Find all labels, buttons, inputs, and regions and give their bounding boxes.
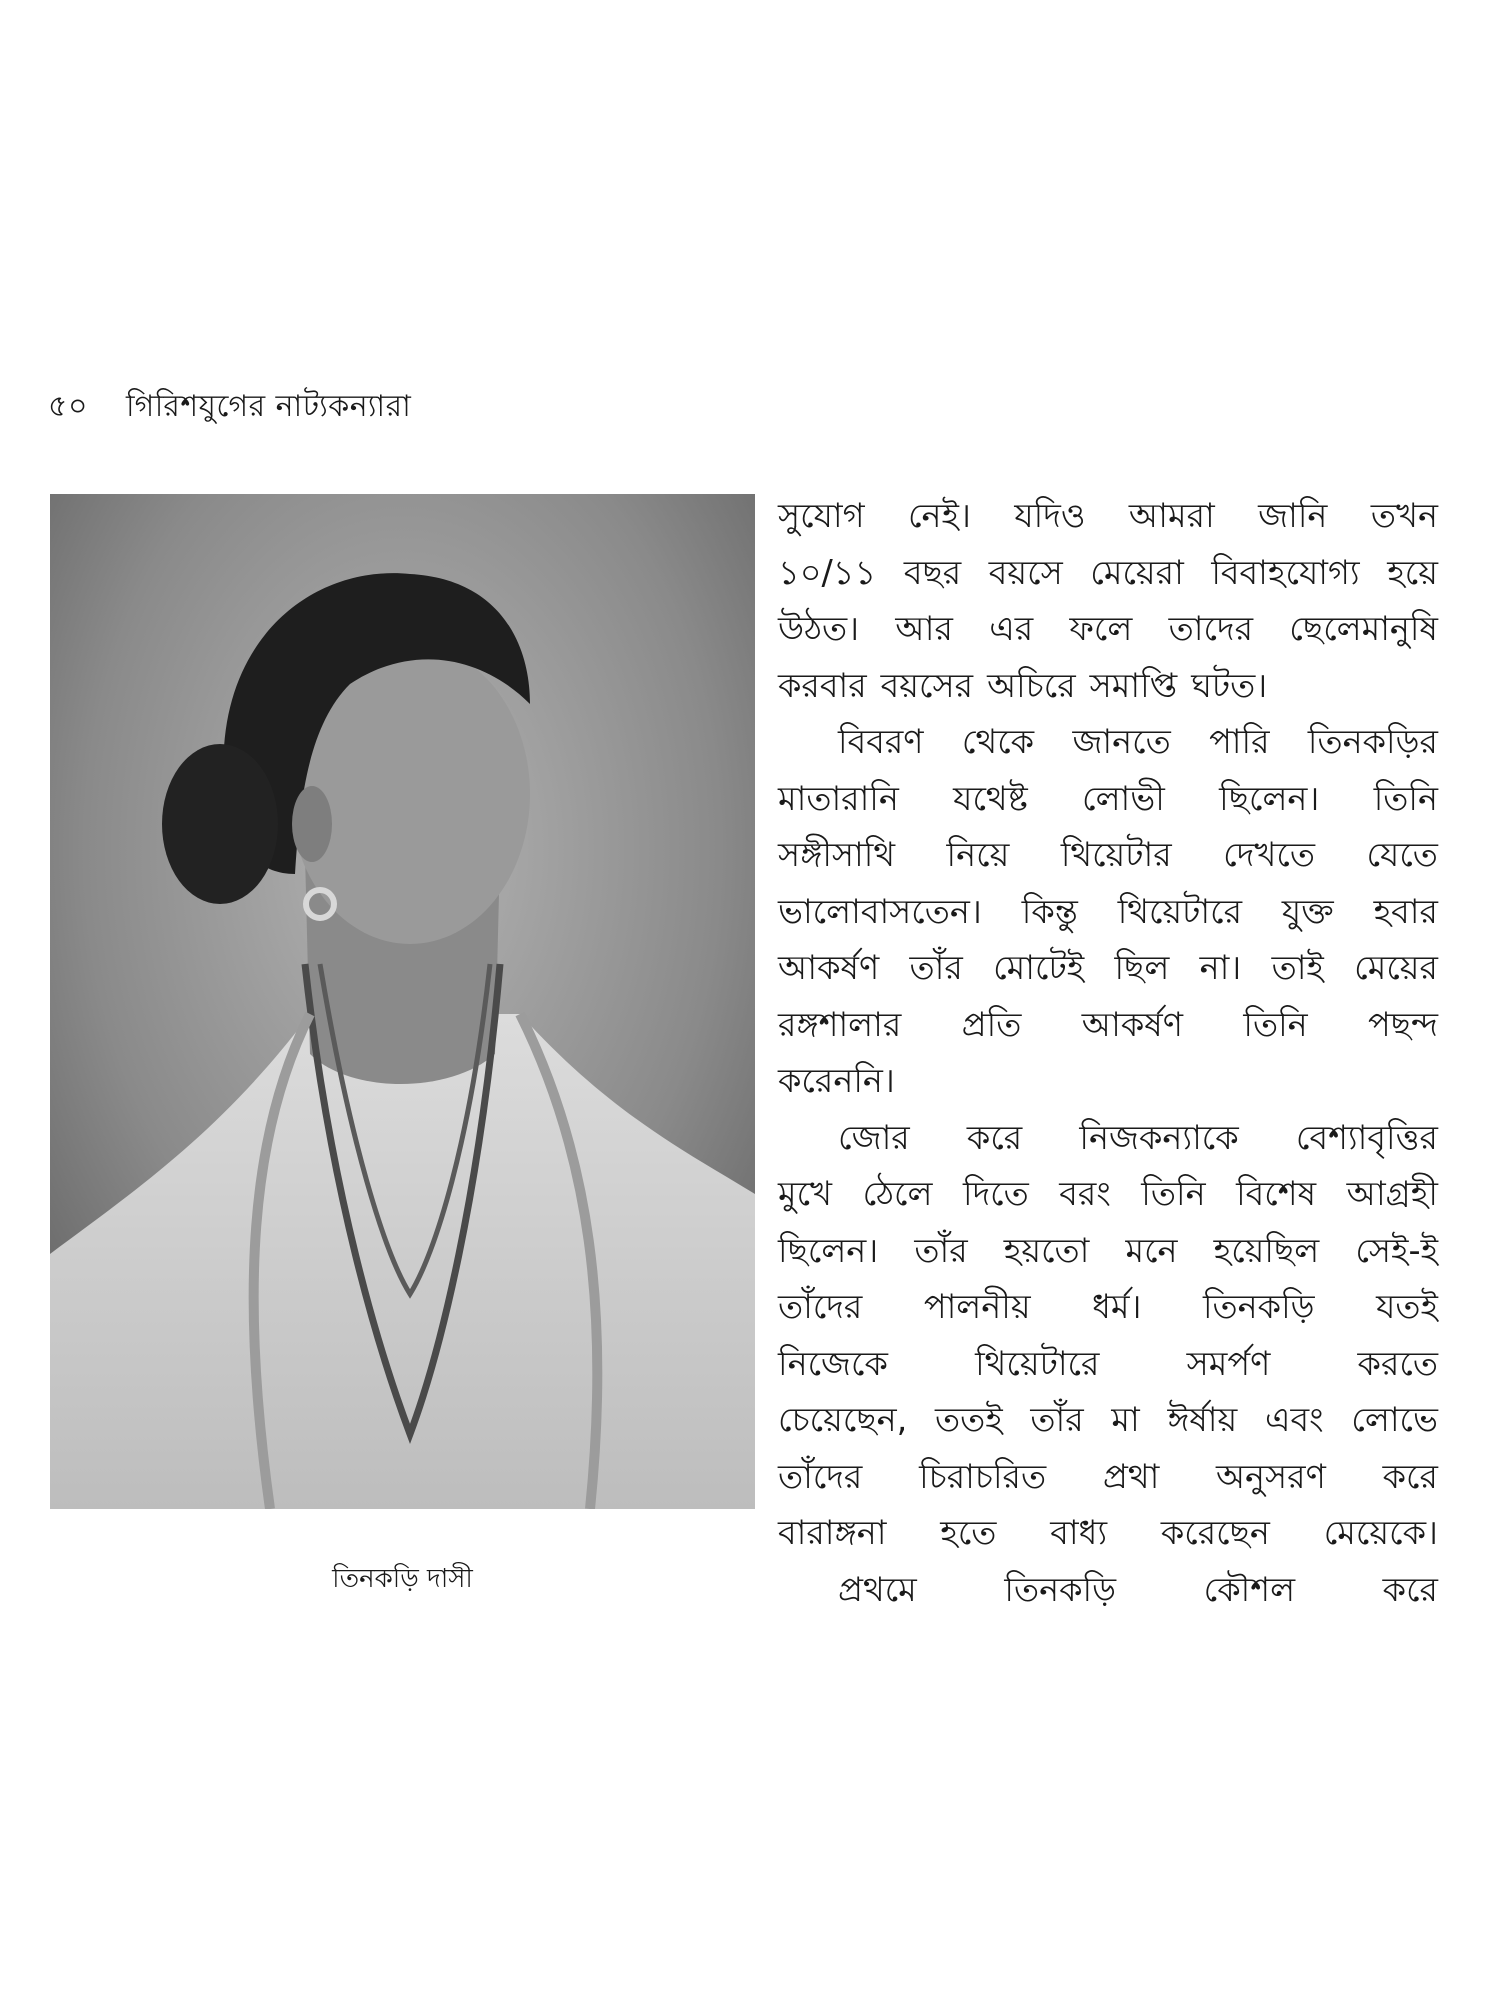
word: কিন্তু <box>1021 891 1078 931</box>
word: হবার <box>1373 891 1438 931</box>
word: হয়েছিল <box>1213 1230 1320 1270</box>
word: দিতে <box>962 1174 1029 1213</box>
word: বাধ্য <box>1050 1513 1108 1552</box>
word: তিনি <box>1243 1004 1308 1044</box>
word: তাঁদের <box>778 1456 863 1496</box>
portrait-illustration <box>50 494 755 1509</box>
word: তিনকড়ির <box>1307 722 1438 761</box>
word: লোভে <box>1351 1400 1438 1439</box>
word: জানি <box>1258 496 1328 535</box>
text-line <box>778 1053 1438 1110</box>
word: বয়সে <box>988 552 1063 592</box>
word: ভালোবাসতেন। <box>778 891 982 931</box>
word: যতই <box>1376 1287 1438 1326</box>
text-line <box>778 771 1438 828</box>
word: ঘটত। <box>1191 665 1268 705</box>
word: চেয়েছেন, <box>778 1400 908 1439</box>
word: সমাপ্তি <box>1089 665 1178 705</box>
text-line <box>778 827 1438 884</box>
word: তিনি <box>1373 778 1438 818</box>
word: তাঁর <box>914 1230 968 1270</box>
word: না। <box>1199 948 1242 987</box>
word: দেখতে <box>1223 835 1315 874</box>
word: মুখে <box>778 1174 833 1213</box>
word: ধর্ম। <box>1092 1287 1142 1326</box>
word: তাঁদের <box>778 1287 863 1326</box>
word: যথেষ্ট <box>953 778 1028 818</box>
word: থিয়েটার <box>1060 835 1172 874</box>
word: করতে <box>1357 1343 1438 1383</box>
word: হয়ে <box>1387 552 1438 592</box>
text-line <box>778 601 1438 658</box>
word: পালনীয় <box>923 1287 1031 1326</box>
word: করে <box>1382 1569 1438 1609</box>
word: রঙ্গশালার <box>778 1004 902 1044</box>
text-line <box>778 1110 1438 1167</box>
word: নেই। <box>907 496 971 535</box>
word: থিয়েটারে <box>975 1343 1100 1383</box>
word: মনে <box>1125 1230 1178 1270</box>
word: মেয়েরা <box>1090 552 1184 592</box>
text-line <box>778 658 1438 715</box>
figure-caption: তিনকড়ি দাসী <box>332 1564 473 1594</box>
word: বয়সের <box>880 665 974 705</box>
text-line <box>778 488 1438 545</box>
text-line <box>778 714 1438 771</box>
word: সঙ্গীসাথি <box>778 835 896 874</box>
book-title: গিরিশযুগের নাট্যকন্যারা <box>126 389 412 424</box>
word: থিয়েটারে <box>1117 891 1243 931</box>
text-line <box>778 1505 1438 1562</box>
word: আমরা <box>1128 496 1215 535</box>
word: বিবরণ <box>838 722 924 761</box>
word: যেতে <box>1366 835 1438 874</box>
text-line <box>778 940 1438 997</box>
portrait-photo <box>50 494 755 1509</box>
word: করবার <box>778 665 867 705</box>
text-line <box>778 1336 1438 1393</box>
word: ঠেলে <box>862 1174 933 1213</box>
word: তিনি <box>1141 1174 1206 1213</box>
text-line <box>778 997 1438 1054</box>
word: ততই <box>935 1400 1003 1439</box>
word: থেকে <box>961 722 1035 761</box>
word: অনুসরণ <box>1216 1456 1326 1496</box>
word: আগ্রহী <box>1346 1174 1438 1213</box>
word: উঠত। <box>778 609 860 648</box>
word: ছিলেন। <box>1219 778 1320 818</box>
word: বছর <box>903 552 962 592</box>
word: নিজকন্যাকে <box>1079 1117 1239 1157</box>
word: মেয়েকে। <box>1323 1513 1438 1552</box>
word: নিয়ে <box>946 835 1010 874</box>
word: মাতারানি <box>778 778 899 818</box>
text-line <box>778 1562 1438 1619</box>
word: তখন <box>1370 496 1438 535</box>
word: হতে <box>940 1513 997 1552</box>
word: এবং <box>1264 1400 1324 1439</box>
word: হয়তো <box>1003 1230 1090 1270</box>
word: কৌশল <box>1203 1569 1296 1609</box>
text-line <box>778 545 1438 602</box>
word: বরং <box>1059 1174 1111 1213</box>
word: সুযোগ <box>778 496 865 535</box>
word: তাঁর <box>909 948 963 987</box>
word: এর <box>989 609 1034 648</box>
word: করে <box>1382 1456 1438 1496</box>
word: ছিল <box>1114 948 1170 987</box>
word: তাদের <box>1168 609 1253 648</box>
word: প্রথমে <box>838 1569 917 1609</box>
word: ১০/১১ <box>778 552 877 592</box>
word: ছিলেন। <box>778 1230 879 1270</box>
text-line <box>778 884 1438 941</box>
word: মোটেই <box>993 948 1085 987</box>
word: করেননি। <box>778 1061 895 1100</box>
word: চিরাচরিত <box>919 1456 1047 1496</box>
word: বিশেষ <box>1236 1174 1317 1213</box>
word: প্রথা <box>1102 1456 1160 1496</box>
word: নিজেকে <box>778 1343 888 1383</box>
word: আকর্ষণ <box>1081 1004 1183 1044</box>
word: যুক্ত <box>1281 891 1334 931</box>
word: বারাঙ্গনা <box>778 1513 887 1552</box>
body-text <box>778 488 1438 1618</box>
word: তিনকড়ি <box>1202 1287 1315 1326</box>
word: প্রতি <box>961 1004 1022 1044</box>
text-line <box>778 1449 1438 1506</box>
word: তিনকড়ি <box>1004 1569 1117 1609</box>
word: আকর্ষণ <box>778 948 880 987</box>
word: যদিও <box>1014 496 1086 535</box>
word: পছন্দ <box>1368 1004 1438 1044</box>
word: ছেলেমানুষি <box>1289 609 1438 648</box>
page-number: ৫০ <box>48 389 88 424</box>
word: মেয়ের <box>1354 948 1438 987</box>
word: জানতে <box>1072 722 1171 761</box>
word: বেশ্যাবৃত্তির <box>1295 1117 1438 1157</box>
text-line <box>778 1223 1438 1280</box>
word: আর <box>895 609 953 648</box>
word: জোর <box>838 1117 910 1157</box>
text-line <box>778 1279 1438 1336</box>
running-head <box>48 382 411 433</box>
word: তাই <box>1271 948 1324 987</box>
word: পারি <box>1209 722 1270 761</box>
word: করেছেন <box>1160 1513 1270 1552</box>
text-line <box>778 1166 1438 1223</box>
word: সেই-ই <box>1355 1230 1438 1270</box>
word: বিবাহযোগ্য <box>1211 552 1360 592</box>
word: ঈর্ষায় <box>1167 1400 1238 1439</box>
word: অচিরে <box>987 665 1076 705</box>
word: লোভী <box>1082 778 1165 818</box>
text-line <box>778 1392 1438 1449</box>
word: তাঁর <box>1030 1400 1084 1439</box>
word: সমর্পণ <box>1186 1343 1271 1383</box>
word: মা <box>1111 1400 1140 1439</box>
word: ফলে <box>1069 609 1133 648</box>
word: করে <box>966 1117 1023 1157</box>
